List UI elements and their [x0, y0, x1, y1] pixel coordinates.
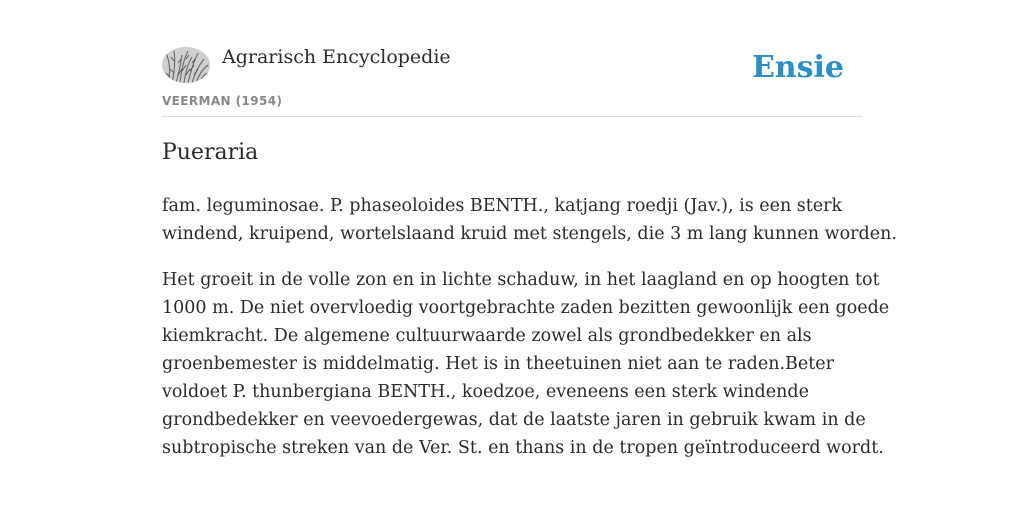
- book-cover-image[interactable]: [162, 47, 210, 83]
- article-title: Pueraria: [162, 140, 259, 165]
- text-line: groenbemester is middelmatig. Het is in theetuinen niet aan te raden.Beter: [162, 354, 835, 374]
- paragraph-1: [162, 192, 897, 248]
- text-line: Het groeit in de volle zon en in lichte schaduw, in het laagland en op hoogten tot: [162, 270, 880, 290]
- text-line: 1000 m. De niet overvloedig voortgebrachte zaden bezitten gewoonlijk een goede: [162, 298, 890, 318]
- author-year: VEERMAN (1954): [162, 94, 283, 108]
- book-title[interactable]: Agrarisch Encyclopedie: [222, 46, 451, 68]
- text-line: voldoet P. thunbergiana BENTH., koedzoe, eveneens een sterk windende: [162, 382, 809, 402]
- brand-logo-link[interactable]: Ensie: [751, 50, 844, 85]
- text-line: subtropische streken van de Ver. St. en thans in de tropen geïntroduceerd wordt.: [162, 438, 884, 458]
- text-line: windend, kruipend, wortelslaand kruid met stengels, die 3 m lang kunnen worden.: [162, 224, 897, 244]
- text-line: kiemkracht. De algemene cultuurwaarde zowel als grondbedekker en als: [162, 326, 812, 346]
- grass-illustration-icon: [162, 47, 210, 83]
- paragraph-2: [162, 266, 890, 462]
- header: [162, 46, 862, 117]
- text-line: fam. leguminosae. P. phaseoloides BENTH., katjang roedji (Jav.), is een sterk: [162, 196, 843, 216]
- text-line: grondbedekker en veevoedergewas, dat de laatste jaren in gebruik kwam in de: [162, 410, 866, 430]
- article-body: [162, 192, 897, 480]
